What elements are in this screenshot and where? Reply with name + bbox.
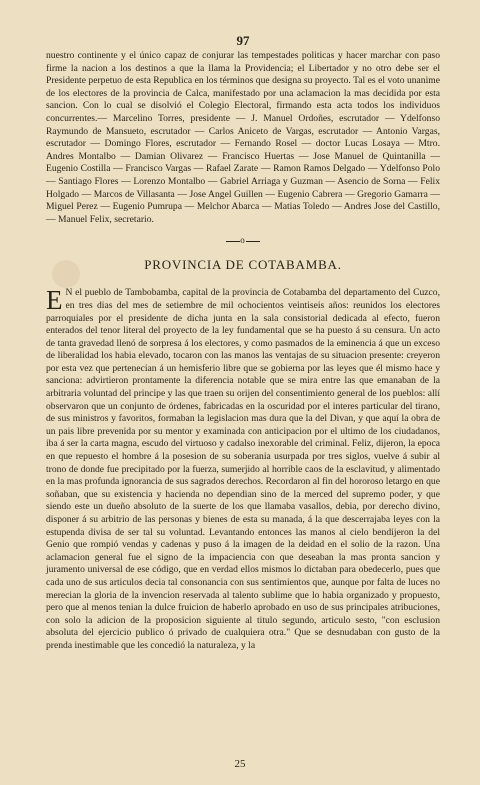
electoral-act-paragraph xyxy=(46,50,440,226)
paragraph-calca: nuestro continente y el único capaz de conjurar las tempestades politicas y hacer marchar con paso firme la nacion a los destinos a que la llama la Providencia; el Libertador y no otro debe ser el Presidente perpetuo de esta Republica en los términos que designa su proyecto. Tal es el voto unanime de los electores de la provincia de Calca, manifestado por una aclamacion la mas decidida por esta sancion. Con lo cual se disolvió el Colegio Electoral, firmando esta acta todos los individuos concurrentes.— Marcelino Torres, presidente — J. Manuel Ordoñes, escrutador — Ydelfonso Raymundo de Mansueto, escrutador — Carlos Aniceto de Vargas, escrutador — Antonio Vargas, escrutador — Domingo Flores, escrutador — Fernando Rosel — doctor Lucas Losaya — Mtro. Andres Montalbo — Damian Olivarez — Francisco Huertas — Jose Manuel de Quintanilla — Eugenio Costilla — Francisco Vargas — Rafael Zarate — Ramon Ramos Delgado — Ydelfonso Polo — Santiago Flores — Lorenzo Montalbo — Gabriel Arriaga y Guzman — Asencio de Sorna — Felix Holgado — Marcos de Villasanta — Jose Angel Guillen — Eugenio Cabrera — Gregorio Gamarra — Miguel Perez — Eugenio Pumrupa — Melchor Abarca — Matias Toledo — Andres Jose del Castillo, — Manuel Felix, secretario. xyxy=(46,50,440,225)
divider-ornament: o xyxy=(240,235,246,246)
paragraph-cotabamba: N el pueblo de Tambobamba, capital de la provincia de Cotabamba del departamento del Cuzco, en tres dias del mes de setiembre de mil ochocientos veintiseis años: reunidos los electores parroquiales por el presidente de dicha junta en la sala consistorial dedicada al efecto, fueron enterados del tenor literal del proyecto de la ley fundamental que se ha puesto á su censura. Un acto de tanta gravedad llenó de sorpresa á los electores, y como pasmados de la eminencia á que un exceso de liberalidad los habia elevado, tocaron con las manos las ventajas de su situacion presente: creyeron por esta vez que pertenecian á un hemisferio libre que se gobierna por las leyes que él mismo hace y sanciona: advirtieron prontamente la diferencia notable que se mira entre las que emanaban de la arbitraria voluntad del principe y las que traen su orijen del consentimiento general de los pueblos: allí observaron que un conjunto de órdenes, fabricadas en la oscuridad por el interes particular del tirano, de sus ministros y favoritos, formaban la legislacion mas dura que la del Divan, y que aquí la obra de un pais libre prevenida por su mentor y examinada con anticipacion por el ultimo de los ciudadanos, iba á ser la carta magna, escudo del virtuoso y cadalso inexorable del criminal. Feliz, dijeron, la epoca en que repuesto el hombre á la posesion de su soberania usurpada por tres siglos, vuelve á subir al trono de donde fue precipitado por la fuerza, sumerjido al horrible caos de la esclavitud, y alimentado en la mas profunda ignorancia de sus sagrados derechos. Recordaron al fin del hororoso letargo en que soñaban, que su existencia y hacienda no dependian sino de la merced del supremo poder, y que siendo este un dueño absoluto de la suerte de los que llamaba vasallos, debia, por derecho divino, disponer á su arbitrio de las personas y bienes de esta su manada, á la que descerrajaba leyes con la estupenda divisa de ser tal su voluntad. Levantando entonces las manos al cielo bendijeron la del Genio que rompió vendas y cadenas y puso á la imagen de la deidad en el solio de la razon. Una aclamacion general fue el signo de la impaciencia con que deseaban la mas pronta sancion y juramento universal de ese código, que en verdad ellos mismos lo dictaban para obedecerlo, pues que cada uno de sus articulos decia tal consonancia con sus sentimientos que, aunque por falta de luces no merecian la gloria de la invencion reservada al talento sublime que lo habia organizado y propuesto, pero que al menos tenian la dulce fruicion de haberlo aprobado en uso de sus principales atribuciones, con solo la adicion de la proposicion siguiente al titulo segundo, articulo sesto, "con esclusion absoluta del ejercicio publico ó privado de cualquiera otra." Que se desnudaban con gusto de la prenda inestimable que les concedió la naturaleza, y la xyxy=(46,287,440,651)
paper-stain xyxy=(52,260,80,288)
section-heading: PROVINCIA DE COTABAMBA. xyxy=(144,257,342,273)
divider-line-left xyxy=(226,241,240,242)
signature-mark: 25 xyxy=(234,758,246,770)
drop-cap: E xyxy=(46,285,63,316)
page-number: 97 xyxy=(236,33,250,48)
cotabamba-paragraph xyxy=(46,287,440,652)
section-divider xyxy=(46,235,440,245)
divider-line-right xyxy=(246,241,260,242)
